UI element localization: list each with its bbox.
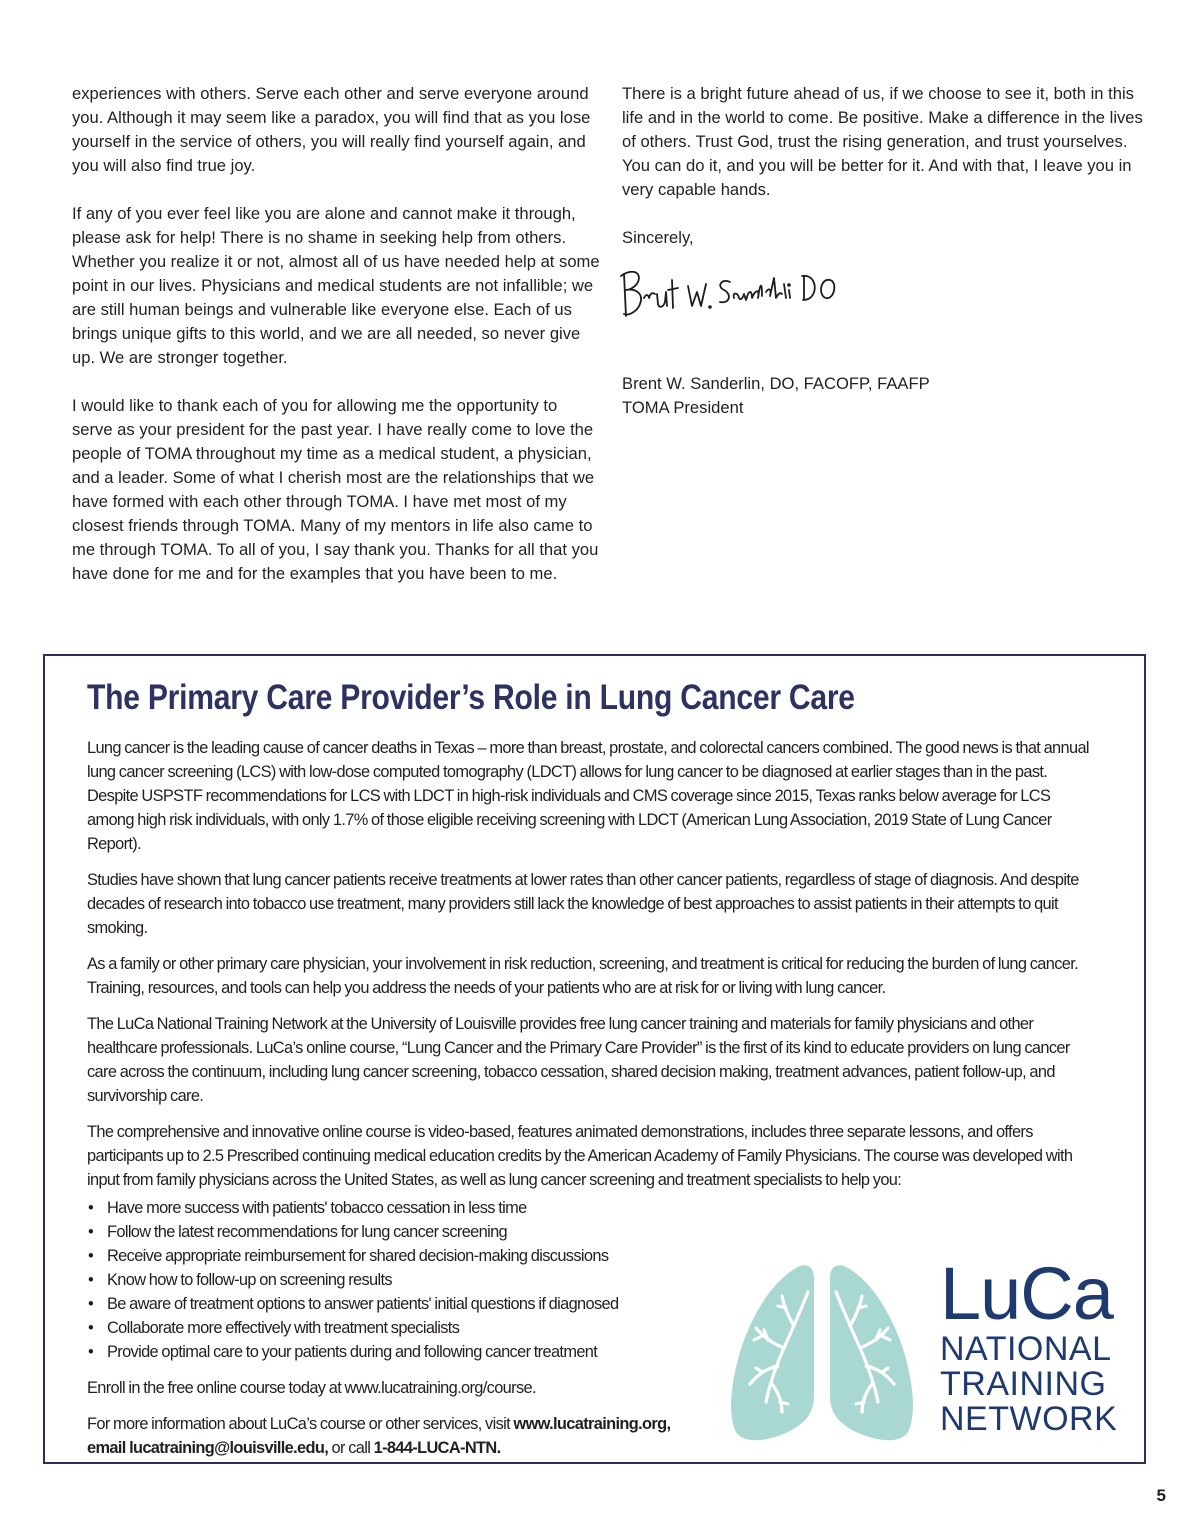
contact-middle: or call (328, 1439, 374, 1457)
bullet-icon: • (88, 1271, 94, 1289)
lungs-icon (722, 1256, 922, 1446)
letter-closing: Sincerely, (622, 228, 694, 247)
bullet-icon: • (88, 1343, 94, 1361)
list-item: • Be aware of treatment options to answer patients' initial questions if diagnosed (87, 1292, 1097, 1316)
letter-paragraph: If any of you ever feel like you are alone and cannot make it through, please ask for help! There is no shame in seeking help from others. Whether you realize it or not, almost all of us have needed help at some point in our lives. Physicians and medical students are not infallible; we are still human beings and vulnerable like everyone else. Each of us brings unique gifts to this world, and we are all needed, so never give up. We are stronger together. (72, 204, 600, 367)
logo-line-training: TRAINING (940, 1365, 1107, 1403)
logo-line-national: NATIONAL (940, 1330, 1112, 1368)
letter-paragraph: experiences with others. Serve each other and serve everyone around you. Although it may seem like a paradox, you will find that as you lose yourself in the service of others, you will really find yourself again, and you will also find true joy. (72, 84, 591, 175)
sidebar-paragraph: The comprehensive and innovative online course is video-based, features animated demonstrations, includes three separate lessons, and offers participants up to 2.5 Prescribed continuing medical education credits by the American Academy of Family Physicians. The course was developed with input from family physicians across the United States, as well as lung cancer screening and treatment specialists to help you: (87, 1123, 1073, 1189)
contact-prefix: For more information about LuCa’s course or other services, visit (87, 1415, 514, 1433)
sidebar-paragraph: Lung cancer is the leading cause of cancer deaths in Texas – more than breast, prostate, and colorectal cancers combined. The good news is that annual lung cancer screening (LCS) with low-dose computed tomography (LDCT) allows for lung cancer to be diagnosed at earlier stages than in the past. Despite USPSTF recommendations for LCS with LDCT in high-risk individuals and CMS coverage since 2015, Texas ranks below average for LCS among high risk individuals, with only 1.7% of those eligible receiving screening with LDCT (American Lung Association, 2019 State of Lung Cancer Report). (87, 739, 1089, 853)
email-link[interactable]: email lucatraining@louisville.edu, (87, 1439, 329, 1457)
letter-right-column (622, 82, 1152, 420)
list-item: • Receive appropriate reimbursement for shared decision-making discussions (87, 1244, 1097, 1268)
sidebar-title: The Primary Care Provider’s Role in Lung Cancer Care (87, 678, 855, 717)
logo-line-network: NETWORK (940, 1400, 1118, 1438)
list-item: • Have more success with patients' tobacco cessation in less time (87, 1196, 1097, 1220)
sidebar-paragraph: Studies have shown that lung cancer patients receive treatments at lower rates than other cancer patients, regardless of stage of diagnosis. And despite decades of research into tobacco use treatment, many providers still lack the knowledge of best approaches to assist patients in their attempts to quit smoking. (87, 871, 1079, 937)
bullet-icon: • (88, 1295, 94, 1313)
logo-luca-text: LuCa (940, 1252, 1113, 1335)
phone-number[interactable]: 1-844-LUCA-NTN. (373, 1439, 501, 1457)
letter-left-column (72, 82, 600, 610)
list-item: • Collaborate more effectively with treatment specialists (87, 1316, 1097, 1340)
list-item: • Follow the latest recommendations for lung cancer screening (87, 1220, 1097, 1244)
signer-name: Brent W. Sanderlin, DO, FACOFP, FAAFP (622, 374, 930, 393)
letter-paragraph: I would like to thank each of you for allowing me the opportunity to serve as your president for the past year. I have really come to love the people of TOMA throughout my time as a medical student, a physician, and a leader. Some of what I cherish most are the relationships that we have formed with each other through TOMA. I have met most of my closest friends through TOMA. Many of my mentors in life also came to me through TOMA. To all of you, I say thank you. Thanks for all that you have done for me and for the examples that you have been to me. (72, 396, 599, 583)
website-link[interactable]: www.lucatraining.org, (513, 1415, 671, 1433)
letter-paragraph: There is a bright future ahead of us, if we choose to see it, both in this life and in the world to come. Be positive. Make a difference in the lives of others. Trust God, trust the rising generation, and trust yourselves. You can do it, and you will be better for it. And with that, I leave you in very capable hands. (622, 84, 1143, 199)
page-number: 5 (1156, 1486, 1166, 1505)
bullet-icon: • (88, 1223, 94, 1241)
list-item: • Provide optimal care to your patients during and following cancer treatment (87, 1340, 1097, 1364)
sidebar-paragraph: As a family or other primary care physician, your involvement in risk reduction, screening, and treatment is critical for reducing the burden of lung cancer. Training, resources, and tools can help you address the needs of your patients who are at risk for or living with lung cancer. (87, 955, 1079, 997)
bullet-icon: • (88, 1247, 94, 1265)
luca-wordmark (940, 1252, 1118, 1438)
contact-info (87, 1412, 707, 1460)
handwritten-signature (618, 258, 848, 322)
sidebar-paragraph: The LuCa National Training Network at the University of Louisville provides free lung cancer training and materials for family physicians and other healthcare professionals. LuCa’s online course, “Lung Cancer and the Primary Care Provider” is the first of its kind to educate providers on lung cancer care across the continuum, including lung cancer screening, tobacco cessation, shared decision making, treatment advances, patient follow-up, and survivorship care. (87, 1015, 1070, 1105)
luca-logo (722, 1252, 1130, 1446)
bullet-icon: • (88, 1319, 94, 1337)
signer-title: TOMA President (622, 398, 744, 417)
bullet-icon: • (88, 1199, 94, 1217)
enroll-text: Enroll in the free online course today at www.lucatraining.org/course. (87, 1379, 536, 1397)
list-item: • Know how to follow-up on screening results (87, 1268, 1097, 1292)
